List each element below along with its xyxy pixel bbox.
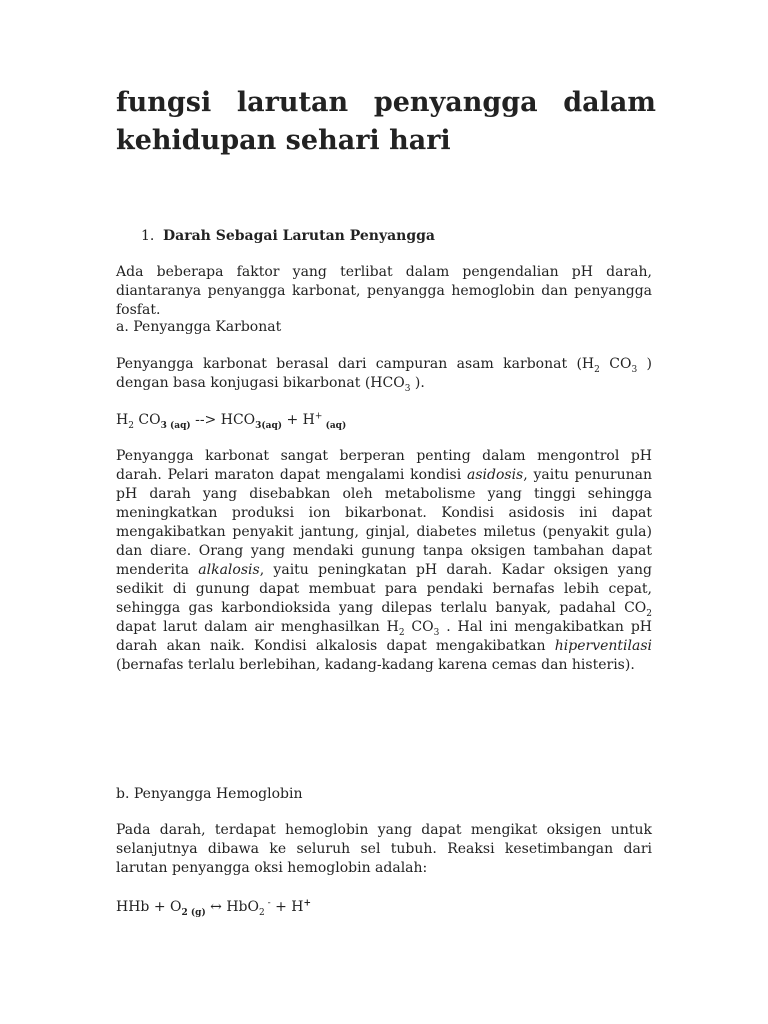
- carbonate-equation: $H_2$ $CO_{3 (aq)}$ --> $HCO_{3(aq)} + H^+$ $_{(aq)}$: [116, 411, 347, 431]
- section-heading-1: [141, 227, 435, 246]
- carbonate-paragraph-2: Penyangga karbonat sangat berperan penting dalam mengontrol pH darah. Pelari maraton dapat mengalami kondisi asidosis, yaitu penurunan pH darah yang disebabkan oleh metabolisme yang tinggi sehingga meningkatkan produksi ion bikarbonat. Kondisi asidosis ini dapat mengakibatkan penyakit jantung, ginjal, diabetes miletus (penyakit gula) dan diare. Orang yang mendaki gunung tanpa oksigen tambahan dapat menderita alkalosis, yaitu peningkatan pH darah. Kadar oksigen yang sedikit di gunung dapat membuat para pendaki bernafas lebih cepat, sehingga gas karbondioksida yang dilepas terlalu banyak, padahal $CO_2$ dapat larut dalam air menghasilkan $H_2$ $CO_3$ . Hal ini mengakibatkan pH darah akan naik. Kondisi alkalosis dapat mengakibatkan hiperventilasi (bernafas terlalu berlebihan, kadang-kadang karena cemas dan histeris).: [116, 448, 652, 673]
- carbonate-paragraph-1: Penyangga karbonat berasal dari campuran asam karbonat ($H_2$ $CO_3$ ) dengan basa konjugasi bikarbonat ($HCO_3$ ).: [116, 356, 653, 394]
- intro-paragraph: Ada beberapa faktor yang terlibat dalam pengendalian pH darah, diantaranya penyangga karbonat, penyangga hemoglobin dan penyangga fosfat.: [116, 264, 652, 318]
- hemoglobin-paragraph: Pada darah, terdapat hemoglobin yang dapat mengikat oksigen untuk selanjutnya dibawa ke seluruh sel tubuh. Reaksi kesetimbangan dari larutan penyangga oksi hemoglobin adalah:: [116, 822, 652, 876]
- page-title: fungsi larutan penyangga dalam kehidupan sehari hari: [116, 87, 656, 156]
- subsection-heading-carbonate: a. Penyangga Karbonat: [116, 319, 282, 335]
- hemoglobin-equation: HHb + $O_{2 (g)}$ ↔ HbO$_2$ - + H+: [116, 898, 312, 918]
- subsection-heading-hemoglobin: b. Penyangga Hemoglobin: [116, 786, 303, 802]
- section-heading-text: Darah Sebagai Larutan Penyangga: [163, 228, 435, 244]
- section-number: 1.: [141, 228, 155, 244]
